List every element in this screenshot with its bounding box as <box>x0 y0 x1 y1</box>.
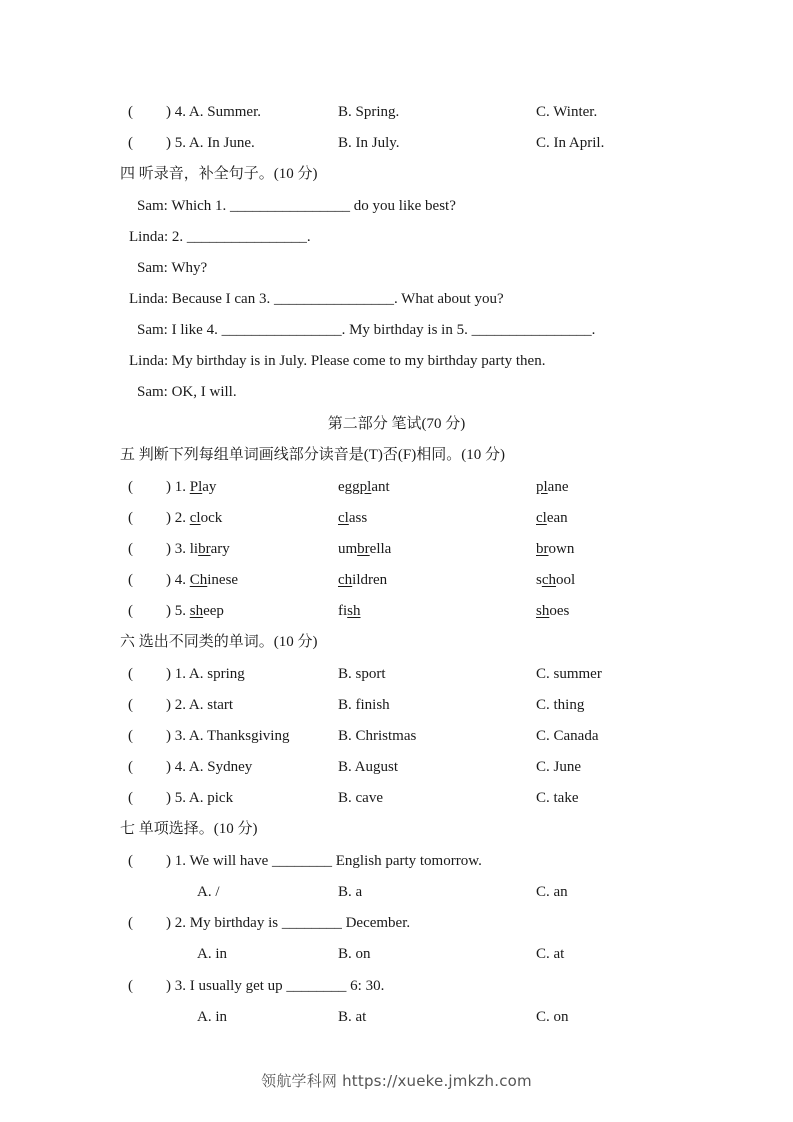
dialogue-line: Linda: Because I can 3. ________________. What about you? <box>129 291 504 307</box>
answer-paren[interactable]: ( <box>128 135 133 151</box>
section-7-heading: 七 单项选择。(10 分) <box>120 821 258 837</box>
option-c: C. take <box>536 790 579 806</box>
answer-paren[interactable]: ( <box>128 978 133 994</box>
option-a: ) 5. A. pick <box>166 790 234 806</box>
word <box>338 539 391 559</box>
odd-one-out-item <box>0 726 793 746</box>
dialogue-line: Sam: OK, I will. <box>137 384 237 400</box>
underlined-letters: cl <box>338 510 349 526</box>
word <box>536 539 574 559</box>
word-part: egg <box>338 479 360 495</box>
dialogue-line: Sam: Why? <box>137 260 208 276</box>
phonics-item <box>0 508 793 528</box>
option-b: B. Christmas <box>338 728 417 744</box>
word <box>190 479 217 495</box>
option-a: ) 2. A. start <box>166 697 234 713</box>
word-part: ock <box>200 510 223 526</box>
word <box>536 508 568 528</box>
section-6-heading: 六 选出不同类的单词。(10 分) <box>120 634 318 650</box>
underlined-letters: br <box>536 541 549 557</box>
underlined-letters: ch <box>541 572 557 588</box>
choice-question <box>0 851 793 871</box>
choice-options <box>0 944 793 964</box>
option-a: ) 1. A. spring <box>166 666 245 682</box>
item-number: ) 5. <box>166 603 190 619</box>
question-text: ) 2. My birthday is ________ December. <box>166 915 411 931</box>
option-b: B. Spring. <box>338 104 400 120</box>
underlined-letters: br <box>357 541 370 557</box>
underlined-letters: cl <box>536 510 547 526</box>
answer-paren[interactable]: ( <box>128 759 133 775</box>
section-5-heading: 五 判断下列每组单词画线部分读音是(T)否(F)相同。(10 分) <box>120 447 505 463</box>
word-part: inese <box>207 572 239 588</box>
option-b: B. cave <box>338 790 383 806</box>
underlined-letters: pl <box>536 479 548 495</box>
dialogue-line: Linda: 2. ________________. <box>129 229 311 245</box>
option-b: B. sport <box>338 666 386 682</box>
option-b: B. a <box>338 884 363 900</box>
word <box>536 477 569 497</box>
question-number <box>166 508 222 528</box>
option-b: B. August <box>338 759 399 775</box>
choice-question <box>0 976 793 996</box>
question-number <box>166 570 238 590</box>
option-c: C. Winter. <box>536 104 598 120</box>
option-a: ) 3. A. Thanksgiving <box>166 728 290 744</box>
listening-item-4 <box>0 102 793 122</box>
word <box>536 570 575 590</box>
option-c: C. at <box>536 946 565 962</box>
word-part: ella <box>369 541 392 557</box>
listening-item-5 <box>0 133 793 153</box>
item-number: ) 1. <box>166 479 190 495</box>
question-text: ) 5. A. In June. <box>166 135 255 151</box>
underlined-letters: Ch <box>189 572 208 588</box>
word <box>536 601 569 621</box>
option-a: A. / <box>197 884 220 900</box>
word <box>338 477 390 497</box>
option-b: B. on <box>338 946 371 962</box>
word-part: ay <box>202 479 217 495</box>
question-number <box>166 539 230 559</box>
underlined-letters: sh <box>536 603 550 619</box>
part-2-title: 第二部分 笔试(70 分) <box>327 416 466 432</box>
option-c: C. Canada <box>536 728 599 744</box>
answer-paren[interactable]: ( <box>128 728 133 744</box>
odd-one-out-item <box>0 757 793 777</box>
section-4-heading: 四 听录音，补全句子。(10 分) <box>120 166 318 182</box>
word <box>190 541 230 557</box>
option-c: C. on <box>536 1009 569 1025</box>
option-c: C. In April. <box>536 135 605 151</box>
underlined-letters: pl <box>359 479 372 495</box>
choice-options <box>0 1007 793 1027</box>
phonics-item <box>0 477 793 497</box>
dialogue-line: Sam: I like 4. ________________. My birthday is in 5. ________________. <box>137 322 596 338</box>
phonics-item <box>0 570 793 590</box>
option-b: B. In July. <box>338 135 400 151</box>
word <box>338 508 367 528</box>
item-number: ) 2. <box>166 510 190 526</box>
odd-one-out-item <box>0 788 793 808</box>
question-text: ) 3. I usually get up ________ 6: 30. <box>166 978 385 994</box>
word-part: ary <box>210 541 230 557</box>
word-part: ass <box>348 510 368 526</box>
answer-paren[interactable]: ( <box>128 479 133 495</box>
option-b: B. finish <box>338 697 390 713</box>
dialogue-line: Sam: Which 1. ________________ do you like best? <box>137 198 456 214</box>
answer-paren[interactable]: ( <box>128 697 133 713</box>
question-text: ) 1. We will have ________ English party tomorrow. <box>166 853 482 869</box>
question-number <box>166 477 216 497</box>
answer-paren[interactable]: ( <box>128 853 133 869</box>
answer-paren[interactable]: ( <box>128 572 133 588</box>
item-number: ) 3. <box>166 541 190 557</box>
word-part: oes <box>549 603 570 619</box>
word-part: ant <box>371 479 390 495</box>
option-c: C. summer <box>536 666 602 682</box>
underlined-letters: ch <box>338 572 353 588</box>
option-c: C. June <box>536 759 581 775</box>
footer-watermark: 领航学科网 https://xueke.jmkzh.com <box>261 1072 532 1090</box>
dialogue-line: Linda: My birthday is in July. Please come to my birthday party then. <box>129 353 546 369</box>
option-a: ) 4. A. Sydney <box>166 759 253 775</box>
answer-paren[interactable]: ( <box>128 541 133 557</box>
answer-paren[interactable]: ( <box>128 510 133 526</box>
question-number <box>166 601 224 621</box>
option-a: A. in <box>197 946 227 962</box>
underlined-letters: sh <box>347 603 361 619</box>
underlined-letters: Pl <box>189 479 203 495</box>
phonics-item <box>0 601 793 621</box>
odd-one-out-item <box>0 664 793 684</box>
question-text: ) 4. A. Summer. <box>166 104 262 120</box>
word-part: ildren <box>352 572 388 588</box>
word <box>190 510 223 526</box>
word <box>338 570 387 590</box>
word-part: ean <box>546 510 568 526</box>
word <box>190 572 238 588</box>
underlined-letters: sh <box>189 603 204 619</box>
word-part: um <box>338 541 358 557</box>
option-a: A. in <box>197 1009 227 1025</box>
word-part: fi <box>338 603 348 619</box>
word <box>190 603 224 619</box>
word-part: ool <box>556 572 576 588</box>
option-c: C. an <box>536 884 568 900</box>
answer-paren[interactable]: ( <box>128 915 133 931</box>
underlined-letters: cl <box>189 510 201 526</box>
answer-paren[interactable]: ( <box>128 603 133 619</box>
answer-paren[interactable]: ( <box>128 104 133 120</box>
item-number: ) 4. <box>166 572 190 588</box>
word-part: ane <box>547 479 569 495</box>
word-part: s <box>536 572 542 588</box>
word <box>338 601 361 621</box>
option-c: C. thing <box>536 697 585 713</box>
answer-paren[interactable]: ( <box>128 666 133 682</box>
word-part: own <box>548 541 575 557</box>
option-b: B. at <box>338 1009 367 1025</box>
word-part: eep <box>203 603 224 619</box>
choice-options <box>0 882 793 902</box>
choice-question <box>0 913 793 933</box>
odd-one-out-item <box>0 695 793 715</box>
underlined-letters: br <box>198 541 211 557</box>
phonics-item <box>0 539 793 559</box>
answer-paren[interactable]: ( <box>128 790 133 806</box>
word-part: li <box>189 541 199 557</box>
